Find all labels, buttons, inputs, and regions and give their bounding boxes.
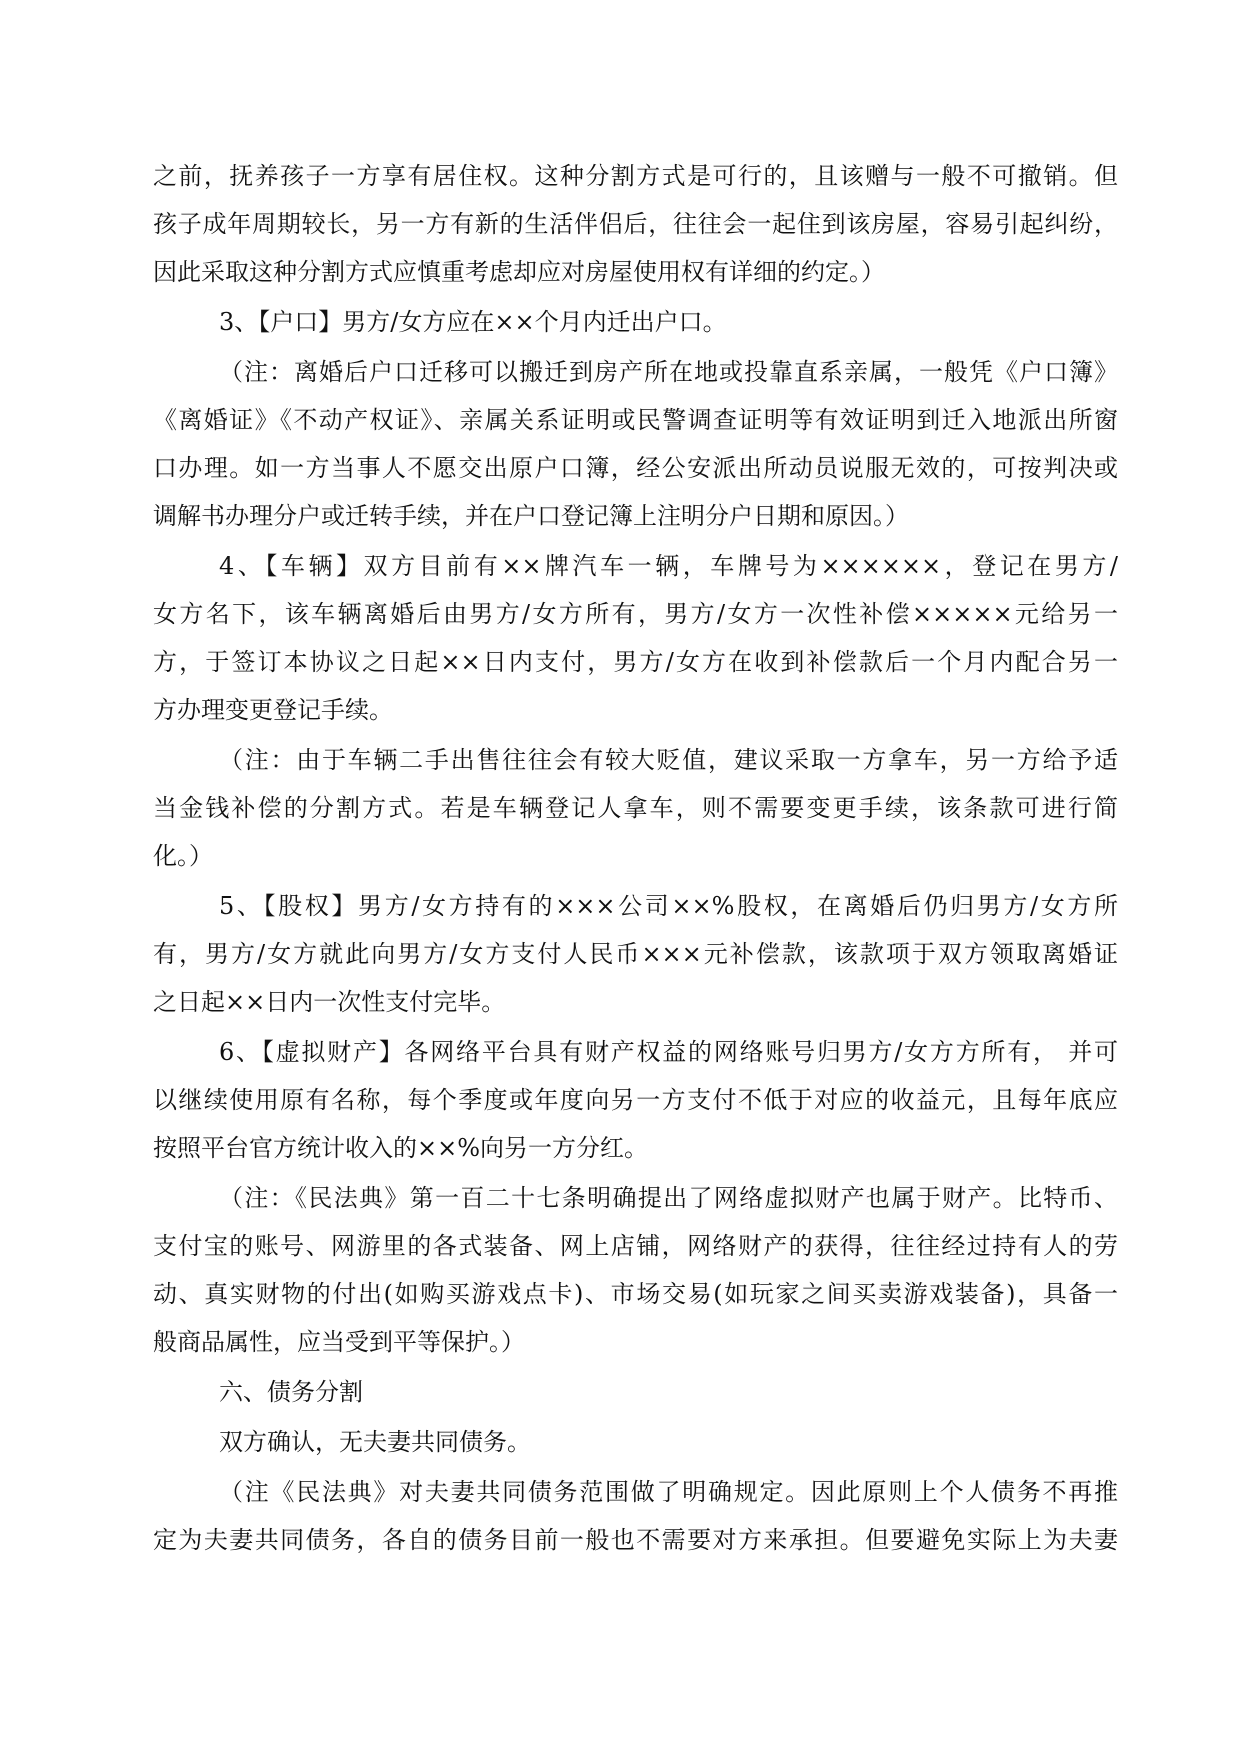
clause-3-household-registration bbox=[153, 298, 1118, 346]
note-virtual-property bbox=[153, 1174, 1118, 1366]
text-line: 方，于签订本协议之日起××日内支付，男方/女方在收到补偿款后一个月内配合另一 bbox=[153, 648, 1118, 676]
note-vehicle bbox=[153, 736, 1118, 880]
text-line: （注：由于车辆二手出售往往会有较大贬值，建议采取一方拿车，另一方给予适 bbox=[219, 746, 1118, 774]
text-line: 般商品属性，应当受到平等保护。） bbox=[153, 1328, 525, 1356]
text-line: 《离婚证》《不动产权证》、亲属关系证明或民警调查证明等有效证明到迁入地派出所窗 bbox=[153, 406, 1118, 434]
note-household-registration bbox=[153, 348, 1118, 540]
text-line: 支付宝的账号、网游里的各式装备、网上店铺，网络财产的获得，往往经过持有人的劳 bbox=[153, 1232, 1118, 1260]
text-line: 以继续使用原有名称，每个季度或年度向另一方支付不低于对应的收益元，且每年底应 bbox=[153, 1086, 1118, 1114]
text-line: 6、【虚拟财产】各网络平台具有财产权益的网络账号归男方/女方方所有， 并可 bbox=[219, 1038, 1118, 1066]
clause-5-equity bbox=[153, 882, 1118, 1026]
text-line: 之前，抚养孩子一方享有居住权。这种分割方式是可行的，且该赠与一般不可撤销。但 bbox=[153, 162, 1118, 190]
debt-confirmation bbox=[153, 1418, 1118, 1466]
text-line: 方办理变更登记手续。 bbox=[153, 696, 393, 724]
text-line: 化。） bbox=[153, 842, 213, 870]
text-line: 定为夫妻共同债务，各自的债务目前一般也不需要对方来承担。但要避免实际上为夫妻 bbox=[153, 1526, 1118, 1554]
text-line: （注：《民法典》第一百二十七条明确提出了网络虚拟财产也属于财产。比特币、 bbox=[219, 1184, 1118, 1212]
text-line: 有，男方/女方就此向男方/女方支付人民币×××元补偿款，该款项于双方领取离婚证 bbox=[153, 940, 1118, 968]
text-line: 按照平台官方统计收入的××%向另一方分红。 bbox=[153, 1134, 649, 1162]
text-line: 动、真实财物的付出(如购买游戏点卡)、市场交易(如玩家之间买卖游戏装备)，具备一 bbox=[153, 1280, 1118, 1308]
text-line: 双方确认，无夫妻共同债务。 bbox=[219, 1428, 531, 1456]
text-line: 3、【户口】男方/女方应在××个月内迁出户口。 bbox=[219, 308, 727, 336]
text-line: 因此采取这种分割方式应慎重考虑却应对房屋使用权有详细的约定。） bbox=[153, 258, 885, 286]
document-body bbox=[153, 152, 1118, 1564]
note-debt bbox=[153, 1468, 1118, 1564]
text-line: 调解书办理分户或迁转手续，并在户口登记簿上注明分户日期和原因。） bbox=[153, 502, 909, 530]
text-line: 六、债务分割 bbox=[219, 1378, 363, 1406]
continued-paragraph bbox=[153, 152, 1118, 296]
text-line: 之日起××日内一次性支付完毕。 bbox=[153, 988, 506, 1016]
text-line: （注《民法典》对夫妻共同债务范围做了明确规定。因此原则上个人债务不再推 bbox=[219, 1478, 1118, 1506]
text-line: 5、【股权】男方/女方持有的×××公司××%股权，在离婚后仍归男方/女方所 bbox=[219, 892, 1118, 920]
text-line: （注：离婚后户口迁移可以搬迁到房产所在地或投靠直系亲属，一般凭《户口簿》 bbox=[219, 358, 1118, 386]
text-line: 孩子成年周期较长，另一方有新的生活伴侣后，往往会一起住到该房屋，容易引起纠纷， bbox=[153, 210, 1118, 238]
text-line: 女方名下，该车辆离婚后由男方/女方所有，男方/女方一次性补偿×××××元给另一 bbox=[153, 600, 1118, 628]
text-line: 4、【车辆】双方目前有××牌汽车一辆，车牌号为××××××，登记在男方/ bbox=[219, 552, 1118, 580]
section-heading-debt-division bbox=[153, 1368, 1118, 1416]
clause-6-virtual-property bbox=[153, 1028, 1118, 1172]
text-line: 当金钱补偿的分割方式。若是车辆登记人拿车，则不需要变更手续，该条款可进行简 bbox=[153, 794, 1118, 822]
text-line: 口办理。如一方当事人不愿交出原户口簿，经公安派出所动员说服无效的，可按判决或 bbox=[153, 454, 1118, 482]
clause-4-vehicle bbox=[153, 542, 1118, 734]
